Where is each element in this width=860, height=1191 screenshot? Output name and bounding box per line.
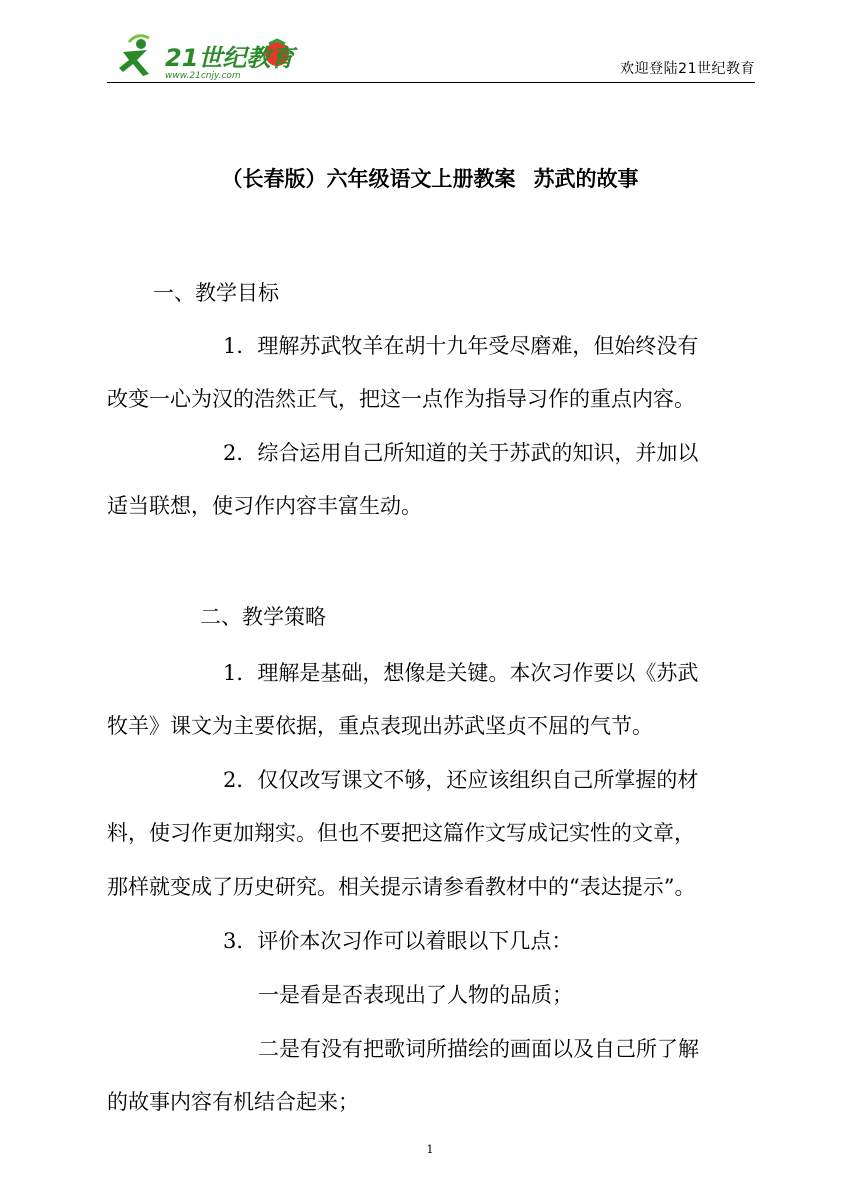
strategy-3-line-1: 3．评价本次习作可以着眼以下几点： (223, 929, 573, 953)
title-sub: 苏武的故事 (533, 167, 639, 191)
welcome-text: 欢迎登陆21世纪教育 (620, 61, 755, 77)
strategy-2-line-3: 那样就变成了历史研究。相关提示请参看教材中的“表达提示”。 (107, 875, 696, 899)
svg-text:www.21cnjy.com: www.21cnjy.com (165, 71, 241, 81)
objective-1-line-1: 1．理解苏武牧羊在胡十九年受尽磨难，但始终没有 (223, 334, 699, 358)
title-main: （长春版）六年级语文上册教案 (221, 167, 516, 191)
section-heading-strategy: 二、教学策略 (200, 605, 326, 629)
strategy-1-line-1: 1．理解是基础，想像是关键。本次习作要以《苏武 (223, 661, 699, 685)
document-title (0, 163, 860, 193)
page-header (107, 30, 755, 83)
strategy-3-point-a: 一是看是否表现出了人物的品质； (258, 983, 573, 1007)
site-logo (107, 30, 307, 82)
strategy-3-point-b-line-1: 二是有没有把歌词所描绘的画面以及自己所了解 (258, 1037, 699, 1061)
strategy-1-line-2: 牧羊》课文为主要依据，重点表现出苏武坚贞不屈的气节。 (107, 714, 653, 738)
strategy-3-point-b-line-2: 的故事内容有机结合起来； (107, 1090, 359, 1114)
objective-2-line-1: 2．综合运用自己所知道的关于苏武的知识，并加以 (223, 441, 699, 465)
section-heading-objectives: 一、教学目标 (153, 281, 279, 305)
page-number: 1 (426, 1143, 434, 1156)
objective-1-line-2: 改变一心为汉的浩然正气，把这一点作为指导习作的重点内容。 (107, 387, 695, 411)
objective-2-line-2: 适当联想，使习作内容丰富生动。 (107, 494, 422, 518)
strategy-2-line-2: 料，使习作更加翔实。但也不要把这篇作文写成记实性的文章， (107, 821, 695, 845)
svg-text:21世纪教育: 21世纪教育 (165, 44, 295, 72)
strategy-2-line-1: 2．仅仅改写课文不够，还应该组织自己所掌握的材 (223, 768, 699, 792)
